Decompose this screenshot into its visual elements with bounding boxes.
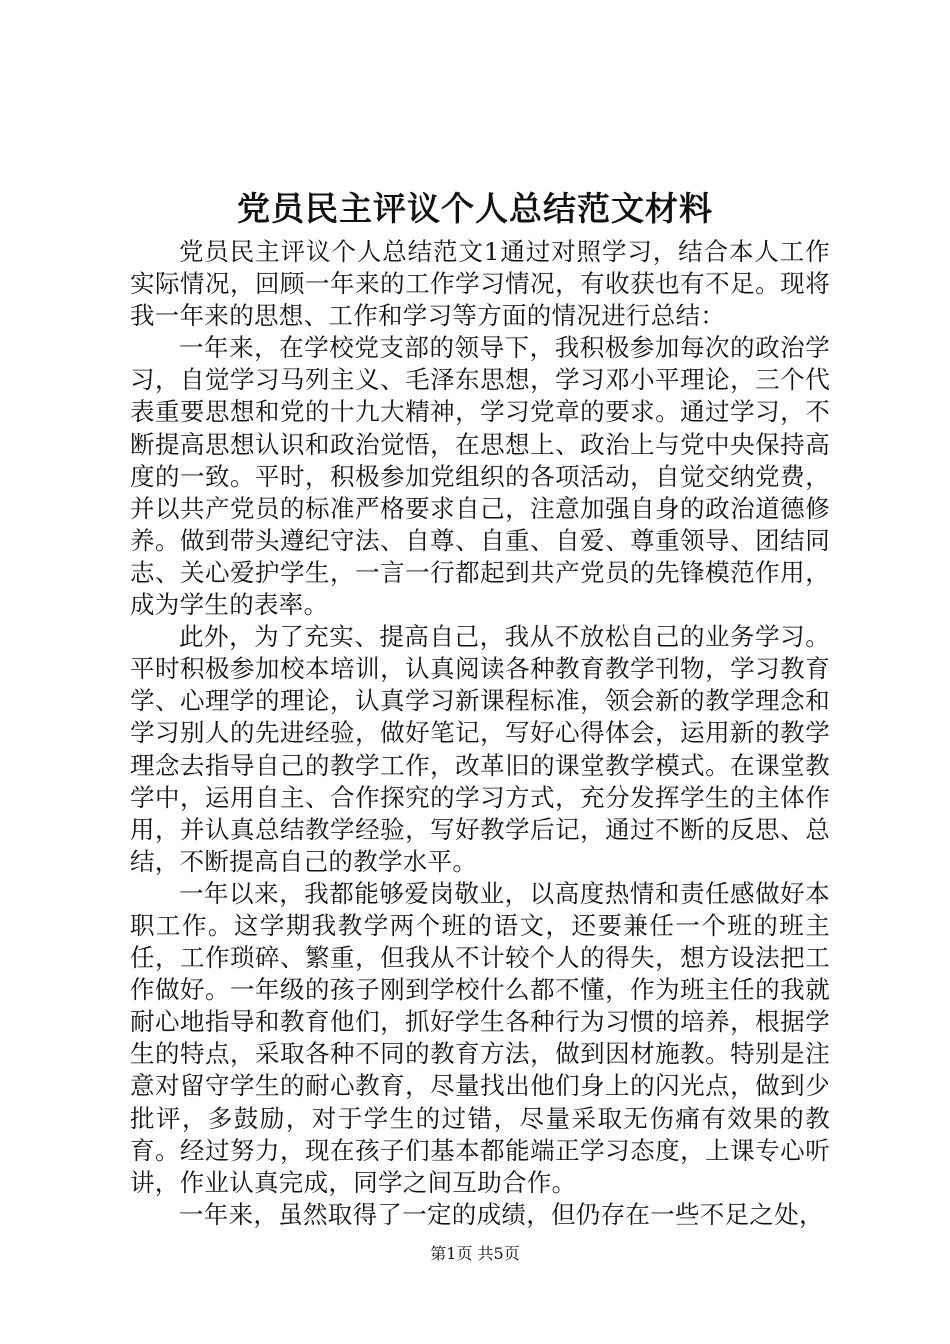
paragraph: 党员民主评议个人总结范文1通过对照学习，结合本人工作实际情况，回顾一年来的工作学习情况，有收获也有不足。现将我一年来的思想、工作和学习等方面的情况进行总结： bbox=[130, 237, 830, 331]
page-number-footer: 第1页 共5页 bbox=[430, 1244, 520, 1263]
document-body bbox=[130, 236, 830, 1231]
paragraph: 一年来，虽然取得了一定的成绩，但仍存在一些不足之处， bbox=[179, 1199, 824, 1229]
paragraph: 一年以来，我都能够爱岗敬业，以高度热情和责任感做好本职工作。这学期我教学两个班的语文，还要兼任一个班的班主任，工作琐碎、繁重，但我从不计较个人的得失，想方设法把工作做好。一年级的孩子刚到学校什么都不懂，作为班主任的我就耐心地指导和教育他们，抓好学生各种行为习惯的培养，根据学生的特点，采取各种不同的教育方法，做到因材施教。特别是注意对留守学生的耐心教育，尽量找出他们身上的闪光点，做到少批评，多鼓励，对于学生的过错，尽量采取无伤痛有效果的教育。经过努力，现在孩子们基本都能端正学习态度，上课专心听讲，作业认真完成，同学之间互助合作。 bbox=[130, 878, 830, 1197]
paragraph: 一年来，在学校党支部的领导下，我积极参加每次的政治学习，自觉学习马列主义、毛泽东思想，学习邓小平理论，三个代表重要思想和党的十九大精神，学习党章的要求。通过学习，不断提高思想认识和政治觉悟，在思想上、政治上与党中央保持高度的一致。平时，积极参加党组织的各项活动，自觉交纳党费，并以共产党员的标准严格要求自己，注意加强自身的政治道德修养。做到带头遵纪守法、自尊、自重、自爱、尊重领导、团结同志、关心爱护学生，一言一行都起到共产党员的先锋模范作用，成为学生的表率。 bbox=[130, 333, 830, 620]
paragraph: 此外，为了充实、提高自己，我从不放松自己的业务学习。平时积极参加校本培训，认真阅读各种教育教学刊物，学习教育学、心理学的理论，认真学习新课程标准，领会新的教学理念和学习别人的先进经验，做好笔记，写好心得体会，运用新的教学理念去指导自己的教学工作，改革旧的课堂教学模式。在课堂教学中，运用自主、合作探究的学习方式，充分发挥学生的主体作用，并认真总结教学经验，写好教学后记，通过不断的反思、总结，不断提高自己的教学水平。 bbox=[130, 622, 830, 876]
document-title: 党员民主评议个人总结范文材料 bbox=[237, 189, 713, 228]
